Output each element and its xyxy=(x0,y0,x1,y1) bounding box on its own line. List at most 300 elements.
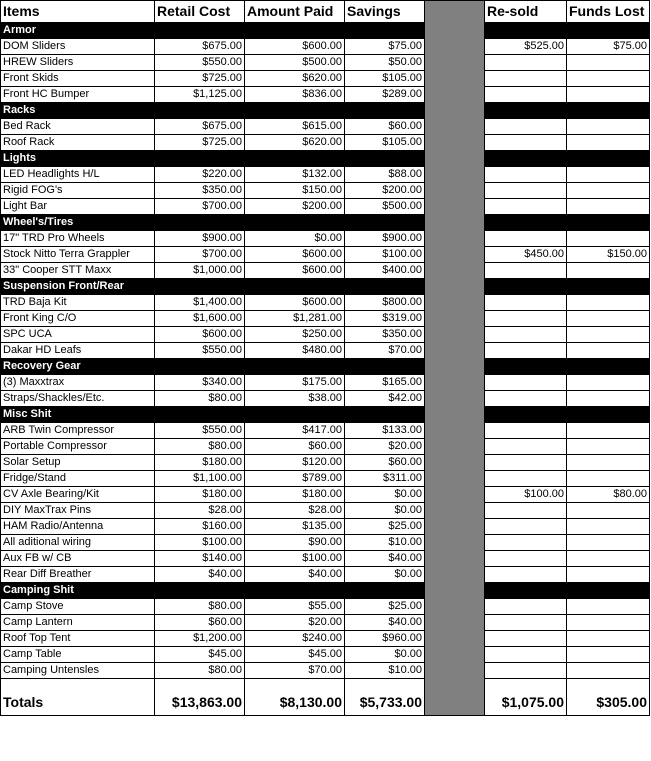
gray-separator-column xyxy=(425,1,485,23)
amount-paid-cell[interactable]: $90.00 xyxy=(245,535,345,551)
category-label[interactable]: Camping Shit xyxy=(1,583,425,599)
amount-paid-cell[interactable]: $836.00 xyxy=(245,87,345,103)
total-resold[interactable]: $1,075.00 xyxy=(485,679,567,716)
item-name-cell[interactable]: Stock Nitto Terra Grappler xyxy=(1,247,155,263)
savings-cell[interactable]: $50.00 xyxy=(345,55,425,71)
funds-lost-cell[interactable] xyxy=(567,391,650,407)
category-blank-cell[interactable] xyxy=(485,359,567,375)
gray-separator-cell xyxy=(425,135,485,151)
item-name-cell[interactable]: HREW Sliders xyxy=(1,55,155,71)
category-blank-cell[interactable] xyxy=(567,151,650,167)
resold-cell[interactable] xyxy=(485,535,567,551)
item-name-cell[interactable]: Aux FB w/ CB xyxy=(1,551,155,567)
amount-paid-cell[interactable]: $600.00 xyxy=(245,295,345,311)
retail-cost-cell[interactable]: $80.00 xyxy=(155,663,245,679)
retail-cost-cell[interactable]: $40.00 xyxy=(155,567,245,583)
amount-paid-cell[interactable]: $132.00 xyxy=(245,167,345,183)
header-retail-cost[interactable]: Retail Cost xyxy=(155,1,245,23)
funds-lost-cell[interactable] xyxy=(567,135,650,151)
category-label[interactable]: Lights xyxy=(1,151,425,167)
item-name-cell[interactable]: Light Bar xyxy=(1,199,155,215)
savings-cell[interactable]: $0.00 xyxy=(345,567,425,583)
item-name-cell[interactable]: HAM Radio/Antenna xyxy=(1,519,155,535)
retail-cost-cell[interactable]: $550.00 xyxy=(155,423,245,439)
table-row xyxy=(1,135,650,151)
retail-cost-cell[interactable]: $550.00 xyxy=(155,55,245,71)
amount-paid-cell[interactable]: $615.00 xyxy=(245,119,345,135)
savings-cell[interactable]: $0.00 xyxy=(345,647,425,663)
table-row xyxy=(1,471,650,487)
category-blank-cell[interactable] xyxy=(567,407,650,423)
category-row xyxy=(1,103,650,119)
retail-cost-cell[interactable]: $700.00 xyxy=(155,247,245,263)
amount-paid-cell[interactable]: $120.00 xyxy=(245,455,345,471)
savings-cell[interactable]: $60.00 xyxy=(345,455,425,471)
savings-cell[interactable]: $10.00 xyxy=(345,535,425,551)
gray-separator-cell xyxy=(425,631,485,647)
gray-separator-cell xyxy=(425,359,485,375)
funds-lost-cell[interactable] xyxy=(567,295,650,311)
item-name-cell[interactable]: SPC UCA xyxy=(1,327,155,343)
retail-cost-cell[interactable]: $1,125.00 xyxy=(155,87,245,103)
savings-cell[interactable]: $165.00 xyxy=(345,375,425,391)
funds-lost-cell[interactable]: $80.00 xyxy=(567,487,650,503)
gray-separator-cell xyxy=(425,471,485,487)
item-name-cell[interactable]: TRD Baja Kit xyxy=(1,295,155,311)
total-amount-paid[interactable]: $8,130.00 xyxy=(245,679,345,716)
item-name-cell[interactable]: Fridge/Stand xyxy=(1,471,155,487)
savings-cell[interactable]: $133.00 xyxy=(345,423,425,439)
resold-cell[interactable] xyxy=(485,503,567,519)
funds-lost-cell[interactable] xyxy=(567,199,650,215)
amount-paid-cell[interactable]: $250.00 xyxy=(245,327,345,343)
total-savings[interactable]: $5,733.00 xyxy=(345,679,425,716)
resold-cell[interactable] xyxy=(485,87,567,103)
category-label[interactable]: Misc Shit xyxy=(1,407,425,423)
resold-cell[interactable] xyxy=(485,119,567,135)
category-label[interactable]: Wheel's/Tires xyxy=(1,215,425,231)
category-row xyxy=(1,407,650,423)
gray-separator-cell xyxy=(425,567,485,583)
savings-cell[interactable]: $900.00 xyxy=(345,231,425,247)
savings-cell[interactable]: $0.00 xyxy=(345,487,425,503)
category-blank-cell[interactable] xyxy=(485,407,567,423)
category-row xyxy=(1,215,650,231)
funds-lost-cell[interactable] xyxy=(567,647,650,663)
savings-cell[interactable]: $311.00 xyxy=(345,471,425,487)
amount-paid-cell[interactable]: $0.00 xyxy=(245,231,345,247)
item-name-cell[interactable]: Front King C/O xyxy=(1,311,155,327)
retail-cost-cell[interactable]: $675.00 xyxy=(155,39,245,55)
funds-lost-cell[interactable] xyxy=(567,87,650,103)
savings-cell[interactable]: $350.00 xyxy=(345,327,425,343)
amount-paid-cell[interactable]: $135.00 xyxy=(245,519,345,535)
retail-cost-cell[interactable]: $1,400.00 xyxy=(155,295,245,311)
funds-lost-cell[interactable] xyxy=(567,599,650,615)
retail-cost-cell[interactable]: $80.00 xyxy=(155,599,245,615)
resold-cell[interactable] xyxy=(485,71,567,87)
header-amount-paid[interactable]: Amount Paid xyxy=(245,1,345,23)
gray-separator-cell xyxy=(425,231,485,247)
amount-paid-cell[interactable]: $600.00 xyxy=(245,39,345,55)
table-row xyxy=(1,71,650,87)
gray-separator-cell xyxy=(425,583,485,599)
retail-cost-cell[interactable]: $550.00 xyxy=(155,343,245,359)
retail-cost-cell[interactable]: $60.00 xyxy=(155,615,245,631)
item-name-cell[interactable]: CV Axle Bearing/Kit xyxy=(1,487,155,503)
table-row xyxy=(1,375,650,391)
category-blank-cell[interactable] xyxy=(567,103,650,119)
category-blank-cell[interactable] xyxy=(567,23,650,39)
savings-cell[interactable]: $42.00 xyxy=(345,391,425,407)
resold-cell[interactable] xyxy=(485,311,567,327)
totals-label[interactable]: Totals xyxy=(1,679,155,716)
gray-separator-cell xyxy=(425,167,485,183)
item-name-cell[interactable]: Roof Rack xyxy=(1,135,155,151)
funds-lost-cell[interactable] xyxy=(567,71,650,87)
category-row xyxy=(1,151,650,167)
funds-lost-cell[interactable] xyxy=(567,231,650,247)
savings-cell[interactable]: $40.00 xyxy=(345,551,425,567)
amount-paid-cell[interactable]: $175.00 xyxy=(245,375,345,391)
amount-paid-cell[interactable]: $200.00 xyxy=(245,199,345,215)
savings-cell[interactable]: $105.00 xyxy=(345,135,425,151)
funds-lost-cell[interactable] xyxy=(567,615,650,631)
resold-cell[interactable] xyxy=(485,183,567,199)
resold-cell[interactable] xyxy=(485,519,567,535)
resold-cell[interactable] xyxy=(485,167,567,183)
amount-paid-cell[interactable]: $240.00 xyxy=(245,631,345,647)
amount-paid-cell[interactable]: $600.00 xyxy=(245,263,345,279)
item-name-cell[interactable]: Front HC Bumper xyxy=(1,87,155,103)
savings-cell[interactable]: $10.00 xyxy=(345,663,425,679)
category-blank-cell[interactable] xyxy=(485,151,567,167)
category-label[interactable]: Racks xyxy=(1,103,425,119)
retail-cost-cell[interactable]: $1,200.00 xyxy=(155,631,245,647)
retail-cost-cell[interactable]: $725.00 xyxy=(155,135,245,151)
funds-lost-cell[interactable] xyxy=(567,519,650,535)
resold-cell[interactable] xyxy=(485,375,567,391)
funds-lost-cell[interactable] xyxy=(567,375,650,391)
table-row xyxy=(1,567,650,583)
retail-cost-cell[interactable]: $600.00 xyxy=(155,327,245,343)
retail-cost-cell[interactable]: $100.00 xyxy=(155,535,245,551)
item-name-cell[interactable]: Camp Stove xyxy=(1,599,155,615)
gray-separator-cell xyxy=(425,551,485,567)
resold-cell[interactable]: $100.00 xyxy=(485,487,567,503)
savings-cell[interactable]: $960.00 xyxy=(345,631,425,647)
savings-cell[interactable]: $800.00 xyxy=(345,295,425,311)
item-name-cell[interactable]: Roof Top Tent xyxy=(1,631,155,647)
table-row xyxy=(1,647,650,663)
retail-cost-cell[interactable]: $900.00 xyxy=(155,231,245,247)
table-row xyxy=(1,487,650,503)
savings-cell[interactable]: $20.00 xyxy=(345,439,425,455)
category-row xyxy=(1,359,650,375)
amount-paid-cell[interactable]: $28.00 xyxy=(245,503,345,519)
savings-cell[interactable]: $60.00 xyxy=(345,119,425,135)
savings-cell[interactable]: $25.00 xyxy=(345,519,425,535)
funds-lost-cell[interactable]: $75.00 xyxy=(567,39,650,55)
amount-paid-cell[interactable]: $100.00 xyxy=(245,551,345,567)
table-row xyxy=(1,295,650,311)
gray-separator-cell xyxy=(425,439,485,455)
gray-separator-cell xyxy=(425,39,485,55)
retail-cost-cell[interactable]: $340.00 xyxy=(155,375,245,391)
savings-cell[interactable]: $88.00 xyxy=(345,167,425,183)
resold-cell[interactable] xyxy=(485,423,567,439)
gray-separator-cell xyxy=(425,647,485,663)
retail-cost-cell[interactable]: $700.00 xyxy=(155,199,245,215)
category-label[interactable]: Recovery Gear xyxy=(1,359,425,375)
resold-cell[interactable]: $525.00 xyxy=(485,39,567,55)
savings-cell[interactable]: $200.00 xyxy=(345,183,425,199)
category-blank-cell[interactable] xyxy=(485,103,567,119)
amount-paid-cell[interactable]: $600.00 xyxy=(245,247,345,263)
savings-cell[interactable]: $70.00 xyxy=(345,343,425,359)
category-row xyxy=(1,583,650,599)
amount-paid-cell[interactable]: $45.00 xyxy=(245,647,345,663)
gray-separator-cell xyxy=(425,519,485,535)
gray-separator-cell xyxy=(425,247,485,263)
gray-separator-cell xyxy=(425,375,485,391)
category-blank-cell[interactable] xyxy=(567,279,650,295)
amount-paid-cell[interactable]: $180.00 xyxy=(245,487,345,503)
item-name-cell[interactable]: ARB Twin Compressor xyxy=(1,423,155,439)
category-row xyxy=(1,23,650,39)
category-blank-cell[interactable] xyxy=(485,279,567,295)
funds-lost-cell[interactable] xyxy=(567,455,650,471)
header-row xyxy=(1,1,650,23)
amount-paid-cell[interactable]: $500.00 xyxy=(245,55,345,71)
amount-paid-cell[interactable]: $789.00 xyxy=(245,471,345,487)
category-blank-cell[interactable] xyxy=(485,583,567,599)
item-name-cell[interactable]: LED Headlights H/L xyxy=(1,167,155,183)
funds-lost-cell[interactable] xyxy=(567,311,650,327)
item-name-cell[interactable]: DOM Sliders xyxy=(1,39,155,55)
gray-separator-cell xyxy=(425,599,485,615)
item-name-cell[interactable]: 33" Cooper STT Maxx xyxy=(1,263,155,279)
resold-cell[interactable] xyxy=(485,327,567,343)
funds-lost-cell[interactable] xyxy=(567,535,650,551)
gray-separator-cell xyxy=(425,663,485,679)
item-name-cell[interactable]: All aditional wiring xyxy=(1,535,155,551)
table-row xyxy=(1,247,650,263)
gray-separator-cell xyxy=(425,487,485,503)
table-row xyxy=(1,519,650,535)
savings-cell[interactable]: $100.00 xyxy=(345,247,425,263)
resold-cell[interactable] xyxy=(485,647,567,663)
amount-paid-cell[interactable]: $38.00 xyxy=(245,391,345,407)
gray-separator-cell xyxy=(425,311,485,327)
category-label[interactable]: Suspension Front/Rear xyxy=(1,279,425,295)
table-row xyxy=(1,87,650,103)
resold-cell[interactable] xyxy=(485,631,567,647)
total-funds-lost[interactable]: $305.00 xyxy=(567,679,650,716)
table-row xyxy=(1,615,650,631)
amount-paid-cell[interactable]: $60.00 xyxy=(245,439,345,455)
resold-cell[interactable] xyxy=(485,199,567,215)
table-row xyxy=(1,311,650,327)
resold-cell[interactable] xyxy=(485,263,567,279)
retail-cost-cell[interactable]: $675.00 xyxy=(155,119,245,135)
gray-separator-cell xyxy=(425,327,485,343)
table-row xyxy=(1,663,650,679)
gray-separator-cell xyxy=(425,215,485,231)
item-name-cell[interactable]: Bed Rack xyxy=(1,119,155,135)
funds-lost-cell[interactable] xyxy=(567,439,650,455)
gray-separator-cell xyxy=(425,183,485,199)
savings-cell[interactable]: $0.00 xyxy=(345,503,425,519)
funds-lost-cell[interactable] xyxy=(567,167,650,183)
retail-cost-cell[interactable]: $80.00 xyxy=(155,391,245,407)
table-row xyxy=(1,455,650,471)
total-retail-cost[interactable]: $13,863.00 xyxy=(155,679,245,716)
funds-lost-cell[interactable] xyxy=(567,663,650,679)
retail-cost-cell[interactable]: $180.00 xyxy=(155,455,245,471)
gray-separator-cell xyxy=(425,103,485,119)
gray-separator-cell xyxy=(425,119,485,135)
table-row xyxy=(1,503,650,519)
funds-lost-cell[interactable] xyxy=(567,551,650,567)
item-name-cell[interactable]: DIY MaxTrax Pins xyxy=(1,503,155,519)
funds-lost-cell[interactable] xyxy=(567,327,650,343)
table-row xyxy=(1,119,650,135)
funds-lost-cell[interactable]: $150.00 xyxy=(567,247,650,263)
savings-cell[interactable]: $75.00 xyxy=(345,39,425,55)
retail-cost-cell[interactable]: $220.00 xyxy=(155,167,245,183)
header-items[interactable]: Items xyxy=(1,1,155,23)
retail-cost-cell[interactable]: $1,100.00 xyxy=(155,471,245,487)
category-row xyxy=(1,279,650,295)
category-blank-cell[interactable] xyxy=(567,359,650,375)
savings-cell[interactable]: $400.00 xyxy=(345,263,425,279)
item-name-cell[interactable]: Rigid FOG's xyxy=(1,183,155,199)
savings-cell[interactable]: $105.00 xyxy=(345,71,425,87)
resold-cell[interactable] xyxy=(485,135,567,151)
table-row xyxy=(1,327,650,343)
category-blank-cell[interactable] xyxy=(485,23,567,39)
funds-lost-cell[interactable] xyxy=(567,119,650,135)
savings-cell[interactable]: $289.00 xyxy=(345,87,425,103)
item-name-cell[interactable]: Front Skids xyxy=(1,71,155,87)
resold-cell[interactable] xyxy=(485,231,567,247)
item-name-cell[interactable]: Camp Table xyxy=(1,647,155,663)
amount-paid-cell[interactable]: $20.00 xyxy=(245,615,345,631)
amount-paid-cell[interactable]: $620.00 xyxy=(245,135,345,151)
table-row xyxy=(1,439,650,455)
amount-paid-cell[interactable]: $1,281.00 xyxy=(245,311,345,327)
resold-cell[interactable] xyxy=(485,55,567,71)
gray-separator-cell xyxy=(425,71,485,87)
amount-paid-cell[interactable]: $70.00 xyxy=(245,663,345,679)
funds-lost-cell[interactable] xyxy=(567,471,650,487)
funds-lost-cell[interactable] xyxy=(567,503,650,519)
gray-separator-cell xyxy=(425,263,485,279)
retail-cost-cell[interactable]: $160.00 xyxy=(155,519,245,535)
retail-cost-cell[interactable]: $28.00 xyxy=(155,503,245,519)
amount-paid-cell[interactable]: $417.00 xyxy=(245,423,345,439)
table-row xyxy=(1,599,650,615)
retail-cost-cell[interactable]: $140.00 xyxy=(155,551,245,567)
funds-lost-cell[interactable] xyxy=(567,423,650,439)
resold-cell[interactable] xyxy=(485,455,567,471)
funds-lost-cell[interactable] xyxy=(567,343,650,359)
amount-paid-cell[interactable]: $150.00 xyxy=(245,183,345,199)
funds-lost-cell[interactable] xyxy=(567,55,650,71)
savings-cell[interactable]: $40.00 xyxy=(345,615,425,631)
table-row xyxy=(1,263,650,279)
table-row xyxy=(1,343,650,359)
amount-paid-cell[interactable]: $40.00 xyxy=(245,567,345,583)
retail-cost-cell[interactable]: $180.00 xyxy=(155,487,245,503)
resold-cell[interactable] xyxy=(485,551,567,567)
category-blank-cell[interactable] xyxy=(567,215,650,231)
resold-cell[interactable] xyxy=(485,567,567,583)
resold-cell[interactable] xyxy=(485,391,567,407)
amount-paid-cell[interactable]: $480.00 xyxy=(245,343,345,359)
item-name-cell[interactable]: Solar Setup xyxy=(1,455,155,471)
item-name-cell[interactable]: Camping Untensles xyxy=(1,663,155,679)
resold-cell[interactable] xyxy=(485,599,567,615)
table-row xyxy=(1,199,650,215)
resold-cell[interactable]: $450.00 xyxy=(485,247,567,263)
retail-cost-cell[interactable]: $80.00 xyxy=(155,439,245,455)
resold-cell[interactable] xyxy=(485,663,567,679)
savings-cell[interactable]: $319.00 xyxy=(345,311,425,327)
table-row xyxy=(1,423,650,439)
item-name-cell[interactable]: (3) Maxxtrax xyxy=(1,375,155,391)
header-savings[interactable]: Savings xyxy=(345,1,425,23)
category-blank-cell[interactable] xyxy=(485,215,567,231)
category-blank-cell[interactable] xyxy=(567,583,650,599)
retail-cost-cell[interactable]: $725.00 xyxy=(155,71,245,87)
gray-separator-cell xyxy=(425,615,485,631)
amount-paid-cell[interactable]: $620.00 xyxy=(245,71,345,87)
retail-cost-cell[interactable]: $1,000.00 xyxy=(155,263,245,279)
item-name-cell[interactable]: Rear Diff Breather xyxy=(1,567,155,583)
table-row xyxy=(1,631,650,647)
item-name-cell[interactable]: 17" TRD Pro Wheels xyxy=(1,231,155,247)
gray-separator-cell xyxy=(425,455,485,471)
item-name-cell[interactable]: Dakar HD Leafs xyxy=(1,343,155,359)
header-resold[interactable]: Re-sold xyxy=(485,1,567,23)
resold-cell[interactable] xyxy=(485,471,567,487)
resold-cell[interactable] xyxy=(485,343,567,359)
gray-separator-cell xyxy=(425,295,485,311)
funds-lost-cell[interactable] xyxy=(567,567,650,583)
savings-cell[interactable]: $500.00 xyxy=(345,199,425,215)
savings-cell[interactable]: $25.00 xyxy=(345,599,425,615)
funds-lost-cell[interactable] xyxy=(567,183,650,199)
header-funds-lost[interactable]: Funds Lost xyxy=(567,1,650,23)
retail-cost-cell[interactable]: $350.00 xyxy=(155,183,245,199)
retail-cost-cell[interactable]: $1,600.00 xyxy=(155,311,245,327)
funds-lost-cell[interactable] xyxy=(567,263,650,279)
item-name-cell[interactable]: Portable Compressor xyxy=(1,439,155,455)
table-row xyxy=(1,535,650,551)
category-label[interactable]: Armor xyxy=(1,23,425,39)
resold-cell[interactable] xyxy=(485,615,567,631)
gray-separator-cell xyxy=(425,423,485,439)
amount-paid-cell[interactable]: $55.00 xyxy=(245,599,345,615)
retail-cost-cell[interactable]: $45.00 xyxy=(155,647,245,663)
resold-cell[interactable] xyxy=(485,439,567,455)
funds-lost-cell[interactable] xyxy=(567,631,650,647)
resold-cell[interactable] xyxy=(485,295,567,311)
item-name-cell[interactable]: Camp Lantern xyxy=(1,615,155,631)
item-name-cell[interactable]: Straps/Shackles/Etc. xyxy=(1,391,155,407)
